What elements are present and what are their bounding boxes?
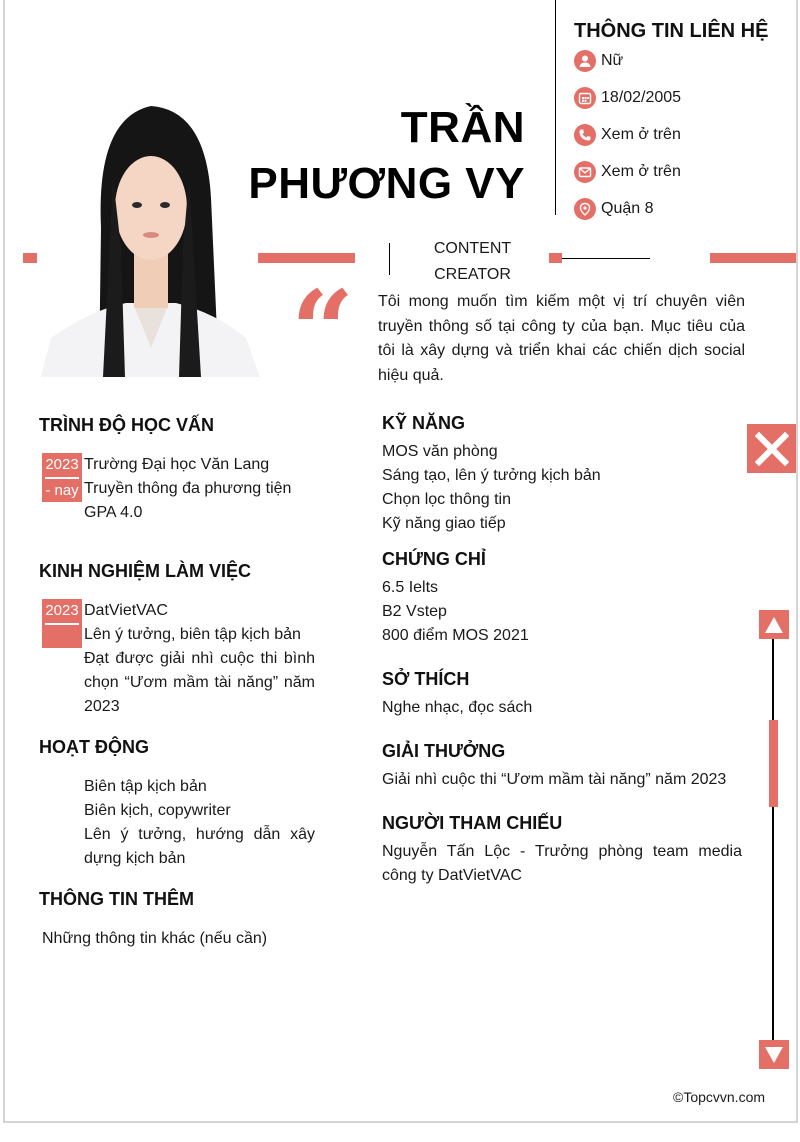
- close-icon: [755, 432, 789, 466]
- gender-value: Nữ: [601, 52, 624, 69]
- cv-page: [3, 0, 798, 1123]
- calendar-icon: [574, 87, 596, 109]
- triangle-down-icon: [764, 1046, 784, 1064]
- name-line-2: PHƯƠNG VY: [248, 159, 525, 208]
- skills-section-title: KỸ NĂNG: [382, 413, 466, 433]
- scrollbar-thumb[interactable]: [769, 720, 778, 807]
- activity-item: Lên ý tưởng, hướng dẫn xây dựng kịch bản: [84, 826, 315, 867]
- contact-gender: [574, 49, 623, 73]
- references-text: Nguyễn Tấn Lộc - Trưởng phòng team media công ty DatVietVAC: [382, 843, 742, 884]
- candidate-name: [248, 100, 525, 212]
- location-pin-icon: [574, 198, 596, 220]
- gpa: GPA 4.0: [84, 504, 143, 521]
- activity-item: Biên tập kịch bản: [84, 778, 207, 795]
- activities-section-title: HOẠT ĐỘNG: [39, 737, 149, 757]
- education-section-title: TRÌNH ĐỘ HỌC VẤN: [39, 415, 214, 435]
- activities-list: [84, 775, 315, 871]
- job-title-line-1: CONTENT: [433, 240, 512, 257]
- education-year-end: - nay: [45, 482, 79, 499]
- skills-list: [382, 440, 601, 536]
- phone-value: Xem ở trên: [601, 126, 681, 143]
- experience-section-title: KINH NGHIỆM LÀM VIỆC: [39, 561, 252, 581]
- certificates-list: [382, 576, 529, 648]
- close-button[interactable]: [747, 424, 796, 473]
- school-name: Trường Đại học Văn Lang: [84, 456, 270, 473]
- contact-address: [574, 197, 653, 221]
- name-line-1: TRẦN: [400, 103, 525, 152]
- major: Truyền thông đa phương tiện: [84, 480, 292, 497]
- user-icon: [574, 50, 596, 72]
- career-objective: Tôi mong muốn tìm kiếm một vị trí chuyên viên truyền thông số tại công ty của bạn. Mục tiêu của tôi là xây dựng và triển khai các chiến dịch social hiệu quả.: [378, 293, 745, 384]
- phone-icon: [574, 124, 596, 146]
- experience-year: 2023: [45, 599, 79, 625]
- scrollbar-track[interactable]: [772, 639, 774, 1040]
- scroll-up-button[interactable]: [759, 610, 789, 639]
- birthday-value: 18/02/2005: [601, 89, 682, 106]
- contact-phone: [574, 123, 681, 147]
- education-details: [84, 453, 316, 525]
- decor-bar-left-small: [23, 253, 37, 263]
- activity-item: Biên kịch, copywriter: [84, 802, 231, 819]
- decor-bar-left: [258, 253, 355, 263]
- job-title: [420, 236, 525, 288]
- email-value: Xem ở trên: [601, 163, 681, 180]
- scroll-down-button[interactable]: [759, 1040, 789, 1069]
- job-title-line-2: CREATOR: [434, 266, 511, 283]
- contact-section-title: THÔNG TIN LIÊN HỆ: [574, 20, 769, 42]
- profile-photo: [41, 48, 260, 377]
- education-year-start: 2023: [45, 453, 79, 479]
- contact-divider: [555, 0, 556, 215]
- decor-line: [562, 258, 650, 259]
- extra-info-text: Những thông tin khác (nếu cần): [42, 930, 268, 947]
- skill-item: Kỹ năng giao tiếp: [382, 515, 506, 532]
- extra-info-section-title: THÔNG TIN THÊM: [39, 889, 194, 909]
- mail-icon: [574, 161, 596, 183]
- experience-year-badge: [42, 599, 82, 648]
- hobbies-text: Nghe nhạc, đọc sách: [382, 699, 533, 716]
- experience-achievement: Đạt được giải nhì cuộc thi bình chọn “Ươm mầm tài năng” năm 2023: [84, 650, 315, 715]
- certificate-item: 800 điểm MOS 2021: [382, 627, 529, 644]
- quote-icon: “: [291, 266, 355, 395]
- education-year-badge: [42, 453, 82, 502]
- certificates-section-title: CHỨNG CHỈ: [382, 549, 486, 569]
- triangle-up-icon: [764, 616, 784, 634]
- references-section-title: NGƯỜI THAM CHIẾU: [382, 813, 563, 833]
- certificate-item: B2 Vstep: [382, 603, 447, 620]
- certificate-item: 6.5 Ielts: [382, 579, 439, 596]
- experience-task: Lên ý tưởng, biên tập kịch bản: [84, 626, 301, 643]
- skill-item: Chọn lọc thông tin: [382, 491, 511, 508]
- decor-bar-right: [710, 253, 796, 263]
- role-divider: [389, 243, 390, 275]
- awards-section-title: GIẢI THƯỞNG: [382, 741, 506, 761]
- skill-item: Sáng tạo, lên ý tưởng kịch bản: [382, 467, 601, 484]
- hobbies-section-title: SỞ THÍCH: [382, 669, 470, 689]
- contact-email: [574, 160, 681, 184]
- awards-text: Giải nhì cuộc thi “Ươm mầm tài năng” năm 2023: [382, 771, 727, 788]
- contact-birthday: [574, 86, 681, 110]
- experience-details: [84, 599, 315, 719]
- address-value: Quận 8: [601, 200, 654, 217]
- copyright-text: ©Topcvvn.com: [673, 1089, 766, 1105]
- decor-bar-mid-small: [549, 253, 562, 263]
- skill-item: MOS văn phòng: [382, 443, 498, 460]
- company-name: DatVietVAC: [84, 602, 168, 619]
